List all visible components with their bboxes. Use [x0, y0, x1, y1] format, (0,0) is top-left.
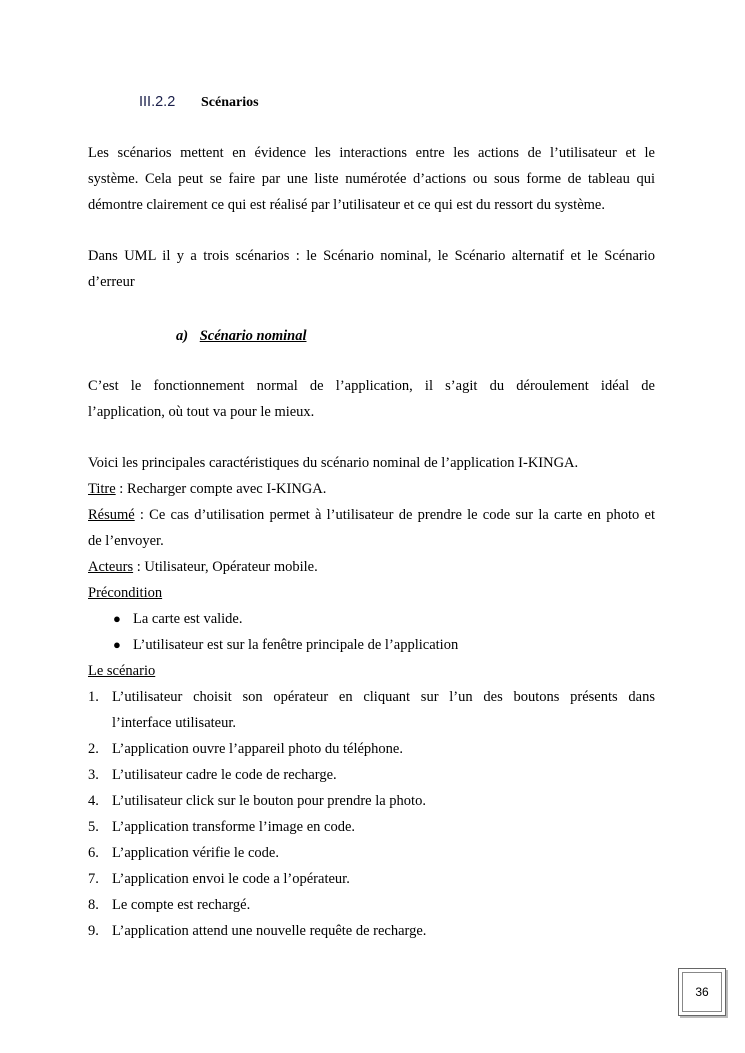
section-number: III.2.2 [139, 94, 176, 110]
page-number: 36 [682, 972, 722, 1012]
list-item [88, 866, 655, 892]
scenario-label-block [88, 658, 655, 684]
step-text: l’interface utilisateur. [112, 715, 237, 731]
resume-label: Résumé [88, 507, 135, 523]
section-heading [139, 94, 259, 112]
titre-value: : Recharger compte avec I-KINGA. [115, 481, 327, 497]
text-line: Les scénarios mettent en évidence les interactions entre les actions de l’utilisateur et le [88, 145, 655, 161]
step-number: 1. [88, 689, 99, 705]
bullet-icon: ● [113, 611, 121, 626]
step-number: 9. [88, 923, 99, 939]
intro-paragraph-2 [88, 243, 655, 295]
step-text: L’utilisateur choisit son opérateur en cliquant sur l’un des boutons présents dans [112, 689, 655, 705]
titre-label: Titre [88, 481, 116, 497]
step-number: 6. [88, 845, 99, 861]
step-text: L’application vérifie le code. [112, 845, 279, 861]
section-title: Scénarios [201, 95, 259, 110]
step-number: 3. [88, 767, 99, 783]
step-text: Le compte est rechargé. [112, 897, 251, 913]
step-text: L’application ouvre l’appareil photo du téléphone. [112, 741, 403, 757]
step-number: 8. [88, 897, 99, 913]
titre-line [88, 476, 655, 502]
list-item [88, 788, 655, 814]
list-item-text: La carte est valide. [133, 611, 243, 627]
text-line: système. Cela peut se faire par une liste numérotée d’actions ou sous forme de tableau qui [88, 171, 655, 187]
step-text: L’application envoi le code a l’opérateur. [112, 871, 350, 887]
step-text: L’utilisateur click sur le bouton pour prendre la photo. [112, 793, 426, 809]
step-text: L’utilisateur cadre le code de recharge. [112, 767, 337, 783]
scenario-label: Le scénario [88, 663, 156, 679]
step-number: 4. [88, 793, 99, 809]
precondition-list [113, 606, 458, 658]
step-text: L’application attend une nouvelle requête de recharge. [112, 923, 427, 939]
nominal-paragraph [88, 373, 655, 425]
text-line: C’est le fonctionnement normal de l’application, il s’agit du déroulement idéal de [88, 378, 655, 394]
text-line: l’application, où tout va pour le mieux. [88, 404, 315, 420]
subsection-label: a) [176, 328, 189, 344]
list-item [88, 762, 655, 788]
list-item [113, 606, 458, 632]
subsection-heading [176, 326, 306, 346]
intro-paragraph-1 [88, 140, 655, 218]
list-item [88, 814, 655, 840]
list-item [88, 918, 655, 944]
subsection-title: Scénario nominal [199, 328, 307, 344]
scenario-steps-list [88, 684, 655, 944]
list-item [88, 736, 655, 762]
acteurs-value: : Utilisateur, Opérateur mobile. [133, 559, 318, 575]
step-number: 2. [88, 741, 99, 757]
resume-line-2: de l’envoyer. [88, 533, 164, 549]
resume-value: : Ce cas d’utilisation permet à l’utilisateur de prendre le code sur la carte en photo et [134, 507, 655, 523]
resume-line [88, 502, 655, 528]
acteurs-label: Acteurs [88, 559, 134, 575]
list-item [113, 632, 458, 658]
text-line: Dans UML il y a trois scénarios : le Scénario nominal, le Scénario alternatif et le Scénario [88, 248, 655, 264]
text-line: démontre clairement ce qui est réalisé par l’utilisateur et ce qui est du ressort du système. [88, 197, 605, 213]
text-line: d’erreur [88, 274, 135, 290]
list-item [88, 892, 655, 918]
lead-line: Voici les principales caractéristiques du scénario nominal de l’application I-KINGA. [88, 455, 579, 471]
step-number: 5. [88, 819, 99, 835]
bullet-icon: ● [113, 637, 121, 652]
page-number-box [678, 968, 726, 1016]
step-number: 7. [88, 871, 99, 887]
list-item-text: L’utilisateur est sur la fenêtre principale de l’application [133, 637, 459, 653]
list-item [88, 684, 655, 736]
step-text: L’application transforme l’image en code. [112, 819, 356, 835]
precondition-label: Précondition [88, 585, 163, 601]
characteristics-block [88, 450, 655, 606]
list-item [88, 840, 655, 866]
acteurs-line [88, 554, 655, 580]
